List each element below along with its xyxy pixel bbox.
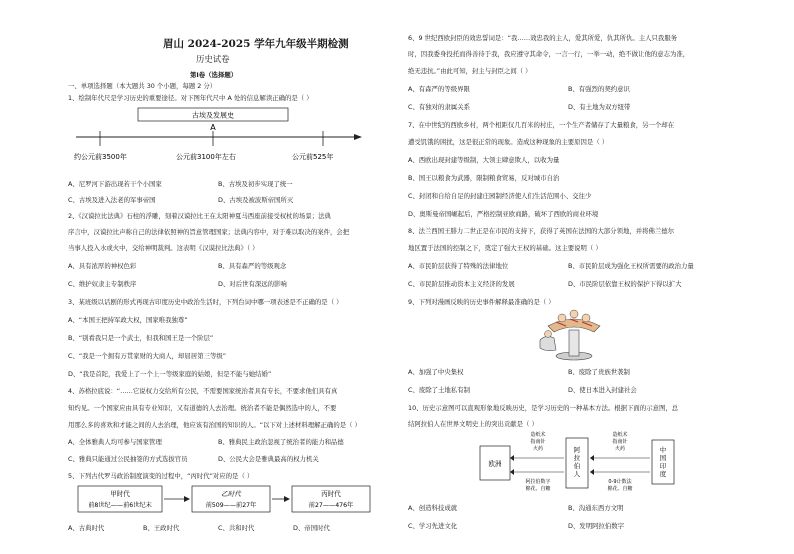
q4-line-2: 知灼见。一个国家应由具有专业知识，又有道德的人去治理。统治者不能是偶然选中的人，不要	[68, 404, 337, 412]
q1-option-d: D、古埃及被波斯帝国所灭	[218, 196, 294, 204]
q2-line-3: 当事人投入水或火中，交给神明裁判。这表明《汉谟拉比法典》（ ）	[68, 244, 259, 252]
q9-option-a: A、加强了中央集权	[408, 368, 464, 376]
q10-option-c: C、学习先进文化	[408, 522, 458, 530]
q10-line-1: 10、历史示意图可以直观形象地反映历史，是学习历史的一种基本方法。根据下面的示意图，总	[408, 404, 679, 412]
part-heading: 第Ⅰ卷（选择题）	[190, 71, 238, 79]
diagram-arab-3: 伯	[573, 462, 581, 470]
q3-option-d: D、“我是首陀，我爱上了一个上一等级家庭的姑娘，但是不能与她结婚”	[68, 370, 272, 378]
q1-option-c: C、古埃及进入法老的军事帝国	[68, 196, 156, 204]
q8-option-d: D、市民阶层依靠王权的保护下得以扩大	[568, 280, 682, 288]
q2-option-a: A、具有浓厚的神权色彩	[68, 262, 137, 270]
timeline-time-3: 公元前525年	[292, 153, 334, 161]
timeline-time-2: 公元前3100年左右	[176, 153, 236, 161]
q8-line-1: 8、法兰西国王腓力二世正是在市民的支持下，获得了英国在法国的大部分领地，并将佛兰德尔	[408, 227, 675, 235]
q5-option-b: B、王政时代	[143, 524, 180, 532]
q7-line-1: 7、在中世纪的西欧乡村，两个相距仅几百米的村庄，一个生产者储存了大量粮食，另一个却在	[408, 121, 675, 129]
q5-flow-diagram	[76, 484, 376, 518]
diagram-china-2: 国	[659, 454, 667, 462]
q7-option-d: D、奥斯曼帝国崛起后，严格控制亚欧商路，破坏了西欧的商业环境	[408, 210, 599, 218]
diagram-tr-2: 指南针	[612, 439, 628, 445]
diagram-bl-1: 阿拉伯数字	[525, 479, 551, 485]
q6-line-2: 时，因我委身投托而得善待于我，我应遵守其命令，一言一行，一举一动，绝不做让他的意志为准，	[408, 50, 690, 58]
q6-line-3: 绝无违抗。”由此可知，封主与封臣之间（ ）	[408, 67, 532, 75]
diagram-tl-2: 指南针	[530, 439, 546, 445]
exam-subtitle: 历史试卷	[196, 54, 230, 64]
diagram-tl-3: 火药	[532, 446, 544, 452]
q8-line-2: 地区置于法国的控制之下，奠定了强大王权的基础。这主要说明（ ）	[408, 244, 602, 252]
q10-diagram	[458, 428, 708, 500]
q2-line-2: 序言中，汉谟拉比声称自己的法律依照神的旨意管理国家；法典内容中，对于难以取决的案件，会把	[68, 228, 350, 236]
diagram-arab-2: 拉	[573, 454, 581, 462]
q4-option-b: B、雅典民主政治忽视了统治者的能力和品德	[218, 438, 344, 446]
flow-box-1-time: 前8世纪——前6世纪末	[88, 502, 152, 509]
q2-option-c: C、维护奴隶主专制秩序	[68, 280, 137, 288]
flow-box-3-time: 前27——476年	[308, 502, 354, 509]
q10-option-d: D、发明阿拉伯数字	[568, 522, 625, 530]
q3-stem: 3、某班级以话剧的形式再现古印度历史中政治生活时，下列台词中哪一项表述是不正确的是（ ）	[68, 298, 343, 306]
q3-option-c: C、“我是一个拥有万贯家财的大商人，却屈居第三等级”	[68, 352, 227, 360]
q4-option-c: C、雅典只能通过公民抽签的方式选拔官员	[68, 455, 188, 463]
q10-option-b: B、沟通东西方文明	[568, 504, 624, 512]
flow-arrow-1	[184, 496, 190, 502]
q10-option-a: A、创造科技成就	[408, 504, 458, 512]
q10-line-2: 结阿拉伯人在世界文明史上的突出贡献是（ ）	[408, 420, 538, 428]
q1-option-a: A、尼罗河下游出现若干个小国家	[68, 180, 162, 188]
q2-option-d: D、对后世有深远的影响	[218, 280, 287, 288]
q9-option-d: D、使日本进入封建社会	[568, 386, 637, 394]
diagram-china-1: 中	[659, 446, 667, 454]
diagram-india-1: 印	[659, 462, 667, 470]
q6-option-d: D、有土地为双方纽带	[568, 103, 631, 111]
q1-option-b: B、古埃及初步实现了统一	[218, 180, 293, 188]
diagram-tr-1: 造纸术	[612, 432, 628, 438]
diagram-br-2: 棉花、自糖	[607, 486, 633, 492]
timeline-title: 古埃及发展史	[192, 111, 234, 120]
q3-option-a: A、“本国王把持军政大权，国家唯我独尊”	[68, 316, 188, 324]
section-instruction: 一、单项选择题（本大题共 30 个小题，每题 2 分）	[68, 82, 217, 90]
q6-option-c: C、有独对的隶属关系	[408, 103, 470, 111]
q5-stem: 5、下列古代罗马政治制度演变的过程中，“丙时代”对应的是（ ）	[68, 472, 254, 480]
q8-option-b: B、市民阶层成为强化王权所需要的政治力量	[568, 262, 694, 270]
flow-box-2-name: 乙时代	[221, 490, 241, 498]
q9-stem: 9、下列对漫画反映的历史事件解释最准确的是（ ）	[408, 298, 555, 306]
q8-option-c: C、市民阶层推动资本主义经济的发展	[408, 280, 515, 288]
q9-option-c: C、废除了土地私有制	[408, 386, 470, 394]
flow-box-3-name: 丙时代	[321, 490, 341, 498]
q2-option-b: B、具有森严的等级观念	[218, 262, 287, 270]
q5-option-c: C、共和时代	[218, 524, 255, 532]
q4-option-d: D、公民大会是雅典最高的权力机关	[218, 455, 319, 463]
q1-stem: 1、绘制年代尺是学习历史的重要途径。对下图年代尺中 A 处的信息解读正确的是（ ）	[68, 94, 313, 102]
q4-line-1: 4、苏格拉底说：“……它说权力交给所有公民，不需要国家统治者具有专长，不要求他们具有真	[68, 387, 338, 395]
flow-arrow-2	[284, 496, 290, 502]
exam-title: 眉山 2024-2025 学年九年级半期检测	[163, 38, 349, 50]
timeline-time-1: 约公元前3500年	[74, 153, 127, 161]
q7-option-b: B、国王以粮食为武器，限制粮食贸易，反对城市自治	[408, 174, 560, 182]
q8-option-a: A、市民阶层获得了特殊的法律地位	[408, 262, 509, 270]
q1-timeline	[68, 104, 368, 172]
q2-line-1: 2、《汉谟拉比法典》石柱的浮雕，刻着汉谟拉比王在太阳神夏马西座前接受权杖的场景；法典	[68, 212, 331, 220]
q6-line-1: 6、9 世纪西欧封臣的效忠誓词是：“我……效忠我的主人，爱其所爱，仇其所仇。主人只我服务	[408, 34, 678, 42]
diagram-br-1: 0-9计数法	[608, 479, 632, 485]
q6-option-a: A、有森严的等级界限	[408, 85, 470, 93]
q9-option-b: B、废除了贵族世袭制	[568, 368, 630, 376]
q7-line-2: 遭受饥饿的困扰，这是很正常的现象。造成这种现象的主要原因是（ ）	[408, 138, 609, 146]
timeline-arrow	[354, 134, 362, 140]
q5-option-a: A、古典时代	[68, 524, 105, 532]
flow-box-1-name: 甲时代	[110, 490, 130, 498]
timeline-marker: A	[210, 123, 216, 132]
q6-option-b: B、有强烈的契约意识	[568, 85, 630, 93]
diagram-europe: 欧洲	[488, 460, 502, 468]
diagram-tr-3: 火药	[614, 446, 626, 452]
flow-box-2-time: 前509——前27年	[205, 502, 257, 509]
diagram-arab-1: 阿	[573, 446, 581, 454]
q4-line-3: 用那么多的喜欢和才能之间的人去治理，他应该有治国的知识的人。“以下对上述材料理解正确的是（ ）	[68, 421, 361, 429]
q9-cartoon-image	[536, 306, 610, 362]
diagram-india-2: 度	[659, 470, 667, 478]
diagram-bl-2: 棉花、自糖	[525, 486, 551, 492]
q4-option-a: A、全体雅典人均可参与国家管理	[68, 438, 162, 446]
diagram-tl-1: 造纸术	[530, 432, 546, 438]
q7-option-c: C、封闭和自给自足的封建庄园制经济使人们生活范围小、交往少	[408, 192, 592, 200]
q3-option-b: B、“别看我只是一个武士，但我和国王是一个阶层”	[68, 334, 214, 342]
q7-option-a: A、西欧出现封建等级制，大领主肆意欺人，以收为量	[408, 156, 560, 164]
q5-option-d: D、帝国时代	[293, 524, 330, 532]
diagram-arab-4: 人	[573, 470, 581, 478]
